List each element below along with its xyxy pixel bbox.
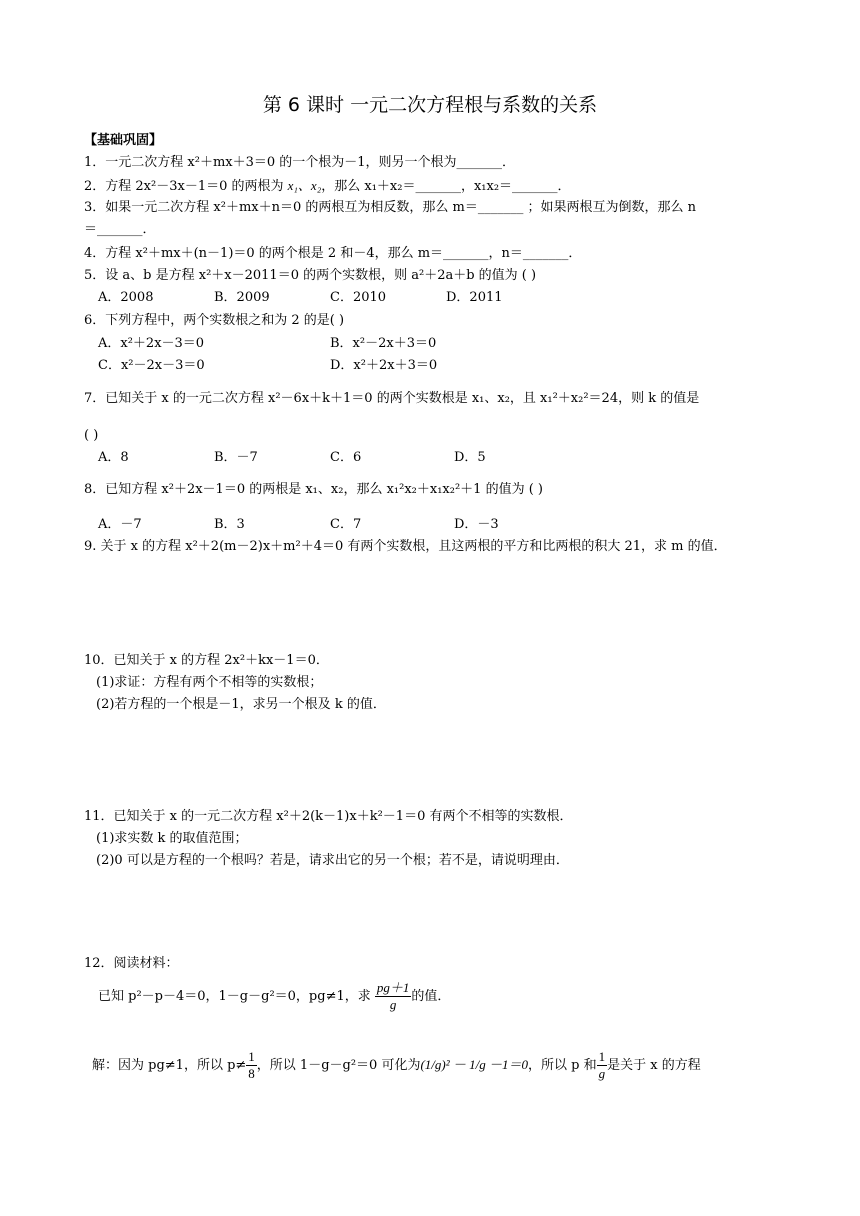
question-2-rest: ，那么 x₁＋x₂＝_______，x₁x₂＝_______． <box>321 179 571 194</box>
fraction-1-over-g <box>597 1049 608 1082</box>
option-d: D．2011 <box>446 290 503 305</box>
fraction-denominator: 8 <box>248 1066 255 1081</box>
question-2-roots: x₁、x₂ <box>287 178 322 193</box>
question-5-options <box>98 289 798 307</box>
page-title: 第 6 课时 一元二次方程根与系数的关系 <box>262 94 598 116</box>
option-c: C．6 <box>330 450 362 465</box>
question-8: 8．已知方程 x²＋2x－1＝0 的两根是 x₁、x₂，那么 x₁²x₂＋x₁x₂²＋1 的值为 ( ) <box>84 482 543 497</box>
option-c: C．7 <box>330 517 362 532</box>
question-5: 5．设 a、b 是方程 x²＋x－2011＝0 的两个实数根，则 a²＋2a＋b 的值为 ( ) <box>84 268 537 283</box>
question-10-part-1: (1)求证：方程有两个不相等的实数根； <box>96 675 323 690</box>
question-8-options <box>98 516 798 534</box>
option-d: D．x²＋2x＋3＝0 <box>330 358 438 373</box>
question-2-text: 2．方程 2x²－3x－1＝0 的两根为 <box>84 179 288 194</box>
given-text-end: 的值． <box>411 989 451 1004</box>
question-11: 11．已知关于 x 的一元二次方程 x²＋2(k－1)x＋k²－1＝0 有两个不相等的实数根． <box>84 809 573 824</box>
option-a: A．－7 <box>98 517 142 532</box>
solution-expression: (1/g)² － 1/g －1＝0 <box>420 1057 528 1072</box>
option-b: B．2009 <box>214 290 270 305</box>
question-1: 1．一元二次方程 x²＋mx＋3＝0 的一个根为－1，则另一个根为_______． <box>84 155 516 170</box>
question-10: 10．已知关于 x 的方程 2x²＋kx－1＝0． <box>84 653 329 668</box>
question-12-given <box>98 978 450 1016</box>
question-12-solution <box>92 1046 701 1085</box>
given-text: 已知 p²－p－4＝0，1－g－g²＝0，pg≠1，求 <box>98 989 371 1004</box>
question-10-part-2: (2)若方程的一个根是－1，求另一个根及 k 的值． <box>96 697 386 712</box>
fraction-pg-plus-1-over-g <box>375 980 412 1013</box>
solution-text-2: ，所以 1－g－g²＝0 可化为 <box>256 1058 421 1073</box>
fraction-numerator: pg＋1 <box>376 980 410 995</box>
solution-text-4: 是关于 x 的方程 <box>607 1058 701 1073</box>
option-a: A．8 <box>98 450 129 465</box>
question-4: 4．方程 x²＋mx＋(n－1)＝0 的两个根是 2 和－4，那么 m＝_______，n＝_______． <box>84 246 582 261</box>
question-12: 12．阅读材料： <box>84 956 179 971</box>
question-7-options <box>98 449 798 467</box>
fraction-numerator: 1 <box>248 1049 255 1064</box>
fraction-numerator: 1 <box>598 1049 606 1064</box>
question-3-cont: ＝_______． <box>84 222 156 237</box>
option-c: C．x²－2x－3＝0 <box>98 358 205 373</box>
option-c: C．2010 <box>330 290 387 305</box>
question-9: 9. 关于 x 的方程 x²＋2(m－2)x＋m²＋4＝0 有两个实数根，且这两根的平方和比两根的积大 21，求 m 的值． <box>84 539 727 554</box>
fraction-denominator: g <box>598 1066 606 1081</box>
fraction-1-over-8 <box>246 1049 257 1082</box>
section-heading: 【基础巩固】 <box>84 133 163 148</box>
question-7-cont: ( ) <box>84 428 99 443</box>
option-d: D．5 <box>454 450 486 465</box>
question-6-options <box>98 335 798 379</box>
solution-text-3: ，所以 p 和 <box>528 1058 597 1073</box>
question-2 <box>84 177 571 196</box>
option-b: B．x²－2x＋3＝0 <box>330 336 437 351</box>
question-3: 3．如果一元二次方程 x²＋mx＋n＝0 的两根互为相反数，那么 m＝_______ ；如果两根互为倒数，那么 n <box>84 200 696 215</box>
option-d: D．－3 <box>454 517 499 532</box>
option-a: A．x²＋2x－3＝0 <box>98 336 205 351</box>
question-11-part-1: (1)求实数 k 的取值范围； <box>96 831 248 846</box>
option-b: B．－7 <box>214 450 258 465</box>
fraction-denominator: g <box>389 997 397 1012</box>
option-b: B．3 <box>214 517 245 532</box>
option-a: A．2008 <box>98 290 154 305</box>
question-7: 7．已知关于 x 的一元二次方程 x²－6x＋k＋1＝0 的两个实数根是 x₁、x₂，且 x₁²＋x₂²＝24，则 k 的值是 <box>84 391 700 406</box>
question-6: 6．下列方程中，两个实数根之和为 2 的是( ) <box>84 313 345 328</box>
question-11-part-2: (2)0 可以是方程的一个根吗？若是，请求出它的另一个根；若不是，请说明理由． <box>96 853 569 868</box>
solution-text-1: 解：因为 pg≠1，所以 p≠ <box>92 1058 247 1073</box>
